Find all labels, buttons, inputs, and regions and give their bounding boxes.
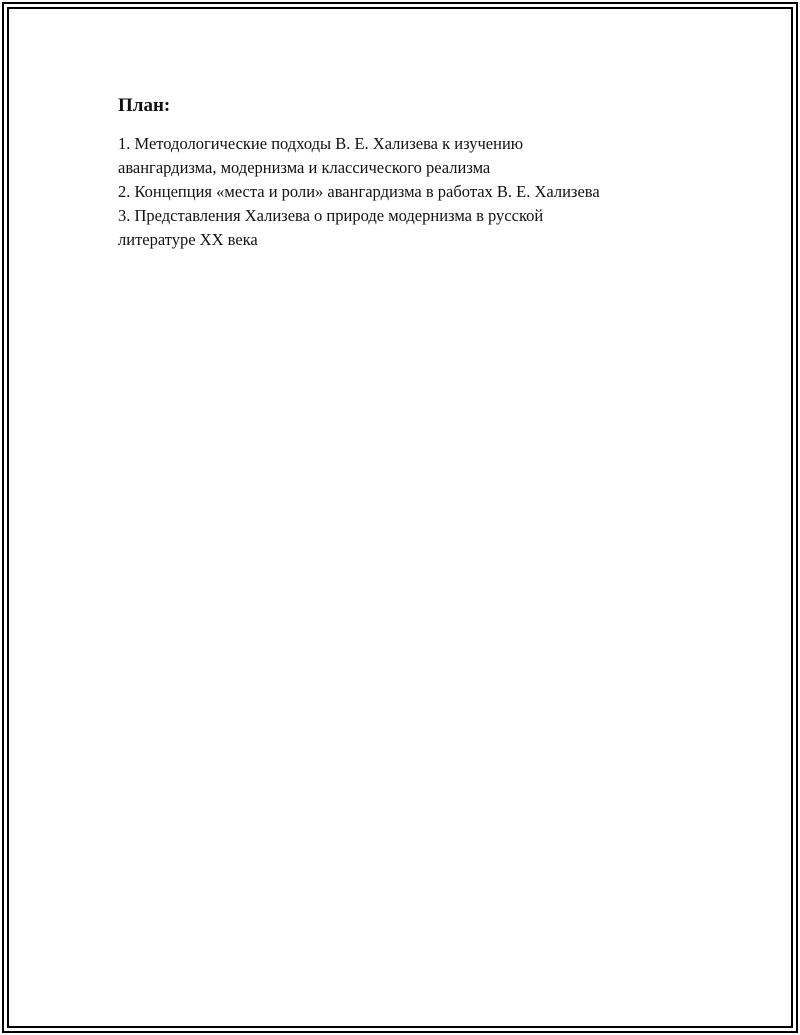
- document-body: [118, 94, 698, 252]
- plan-item-1: 1. Методологические подходы В. Е. Хализева к изучению авангардизма, модернизма и классического реализма: [118, 134, 524, 177]
- plan-item-3: 3. Представления Хализева о природе модернизма в русской литературе XX века: [118, 206, 544, 249]
- plan-list: [118, 132, 698, 252]
- plan-heading: План:: [118, 95, 171, 116]
- plan-item-2: 2. Концепция «места и роли» авангардизма в работах В. Е. Хализева: [118, 182, 600, 201]
